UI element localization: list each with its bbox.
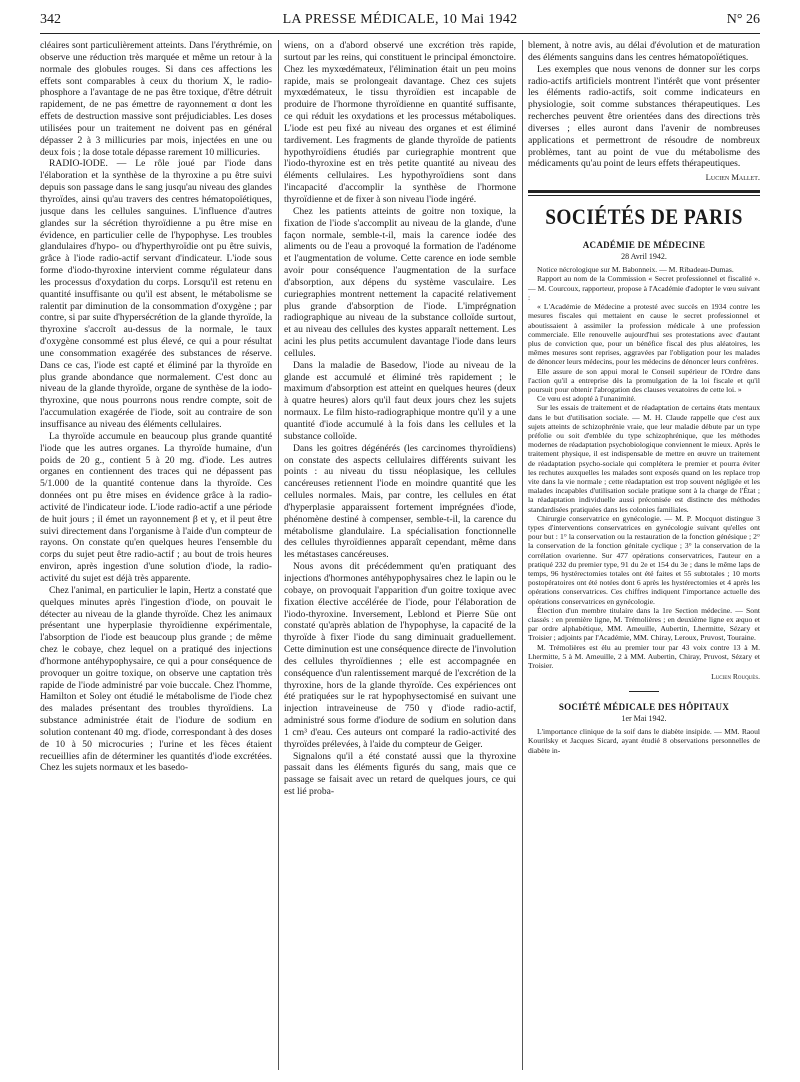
paragraph: Dans la maladie de Basedow, l'iode au niveau de la glande est accumulé et éliminé très rapidement ; le maximum d'absorption est atteint en quelques heures (deux à quatre heures) alors qu'il faut deux jours chez les sujets normaux. Le film histo-radiographique montre qu'il y a une quantité d'iode accumulé à la fois dans les cellules et la substance colloïde. [284, 359, 516, 442]
column-divider [522, 40, 523, 1070]
section-heading: SOCIÉTÉS DE PARIS [545, 204, 743, 230]
column-3 [528, 40, 760, 1070]
paragraph: Chez les patients atteints de goitre non toxique, la fixation de l'iode s'accomplit au niveau de la glande, d'une façon normale, semble-t-il, mais la carence iodée des aliments ou de l'eau a provoqué la formation de l'adénome et l'augmentation de volume. Cette carence en iode semble avoir pour conséquence l'augmentation de la surface d'absorption, aux dépens du système vasculaire. Les curiegraphies montrent nettement la capacité relativement plus grande d'absorption de l'iode. L'imprégnation radiographique au niveau de la substance colloïde surtout, et au niveau des cellules des kystes apparaît nettement. Les acini les plus petits accumulent davantage l'iode dans leurs cellules. [284, 205, 516, 359]
paragraph: Les exemples que nous venons de donner sur les corps radio-actifs artificiels montrent l'intérêt que vont présenter les éléments radio-actifs, soit comme indicateurs en physiologie, soit comme substances thérapeutiques. Les recherches peuvent être orientées dans des directions très diverses ; elles auront dans l'avenir de nombreuses applications et permettront de résoudre de nombreux problèmes, tant au point de vue du métabolisme des médicaments qu'au point de leurs effets thérapeutiques. [528, 63, 760, 170]
paragraph: Signalons qu'il a été constaté aussi que la thyroxine passait dans les éléments figurés du sang, mais que ce passage se faisait avec un retard de quelques jours, ce qui est lié proba- [284, 750, 516, 798]
paragraph: La thyroïde accumule en beaucoup plus grande quantité l'iode que les autres organes. La thyroïde humaine, d'un poids de 20 g., contient 5 à 20 mg. d'iode. Les autres organes en contiennent des traces qui ne dépassent pas 5/1.000 de la quantité contenue dans la thyroïde. Ces données ont pu être mises en évidence grâce à la radio-activité de l'indicateur iode. L'iode radio-actif a une période de huit jours ; il émet un rayonnement β et γ, et il peut être suivi directement dans l'organisme à l'aide d'un compteur de rayons. On constate qu'en quelques heures l'ensemble du corps du sujet peut être radio-actif ; au bout de trois heures environ, après ingestion d'une solution d'iode, la radio-activité du sujet est déjà très apparente. [40, 430, 272, 584]
column-1 [40, 40, 272, 1070]
issue-number: N° 26 [726, 12, 760, 27]
paragraph: cléaires sont particulièrement atteints. Dans l'érythrémie, on observe une réduction très marquée et même un retour à la normale des globules rouges. Si dans ces affections les effets sont comparables à ceux du thorium X, le radio-phosphore a l'avantage de ne pas être toxique, d'être détruit rapidement, de ne pas émettre de rayonnement α dont les effets de destruction massive sont préjudiciables. Les doses utilisées pour un traitement ne doivent pas en général dépasser 2 à 3 millicuries par mois, injectées en une ou deux fois ; la dose totale dépasse rarement 10 millicuries. [40, 40, 272, 158]
paragraph: Chez l'animal, en particulier le lapin, Hertz a constaté que quelques minutes après l'ingestion d'iode, on pouvait le détecter au niveau de la glande thyroïde. Chez les animaux présentant une hyperplasie thyroïdienne expérimentale, l'absorption de l'iode est beaucoup plus grande ; de même chez le cobaye, chez lequel on a pratiqué des injections d'hormone antéhypophysaire, ce qui a pour conséquence de provoquer un goitre toxique, on observe une captation très rapide de l'iode administré par voie buccale. Chez l'homme, Hamilton et Soley ont étudié le métabolisme de l'iode chez des malades présentant des troubles thyroïdiens. La substance administrée était de l'iodure de sodium en solution contenant 40 mg. d'iode, correspondant à des doses de 10 à 50 microcuries ; l'urine et les fèces étaient recueillies afin de déterminer les quantités d'iode excrétées. Chez les sujets normaux et les basedo- [40, 584, 272, 774]
report-item: Élection d'un membre titulaire dans la 1re Section médecine. — Sont classés : en première ligne, M. Trémolières ; en deuxième ligne ex æquo et par ordre alphabétique, MM. Ameuille, Aubertin, Lhermitte, Sézary et Troisier ; adjoints par l'Académie, MM. Chiray, Leroux, Pruvost, Touraine. [528, 605, 760, 643]
paragraph: Dans les goitres dégénérés (les carcinomes thyroïdiens) on constate des aspects cellulaires différents suivant les points : au niveau du tissu néoplasique, les cellules cancéreuses retiennent l'iode en moindre quantité que les cellules normales. Mais, par contre, les cellules en état d'hyperplasie apparaissent fortement imprégnées d'iode, phénomène destiné à compenser, semble-t-il, la carence du métabolisme glandulaire. La spécialisation fonctionnelle des cellules thyroïdiennes apparaît cependant, même dans les métastases cancéreuses. [284, 442, 516, 561]
report-item: M. Trémolières est élu au premier tour par 43 voix contre 13 à M. Lhermitte, 5 à M. Ameuille, 2 à MM. Aubertin, Chiray, Pruvost, Sézary et Troisier. [528, 642, 760, 671]
academie-title: ACADÉMIE DE MÉDECINE [582, 240, 706, 251]
report-item: « L'Académie de Médecine a protesté avec succès en 1934 contre les mesures fiscales qui mettaient en cause le secret professionnel et aboutissaient à assimiler la profession médicale à une profession commerciale. Elle renouvelle aujourd'hui ses protestations avec d'autant plus de conviction que, pour un bénéfice fiscal des plus aléatoires, les mêmes mesures sont reprises, aggravées par l'obligation pour les malades de dénoncer leurs médecins, pour les médecins de dénoncer leurs confrères. [528, 302, 760, 367]
academie-date: 28 Avril 1942. [621, 252, 667, 262]
header-rule [40, 33, 760, 34]
report-item: Rapport au nom de la Commission « Secret professionnel et fiscalité ». — M. Courcoux, rapporteur, propose à l'Académie d'adopter le vœu suivant : [528, 274, 760, 302]
report-item: Ce vœu est adopté à l'unanimité. [537, 394, 636, 404]
paragraph: wiens, on a d'abord observé une excrétion très rapide, surtout par les reins, qui constituent le principal émonctoire. Chez les myxœdémateux, l'élimination était un peu moins rapide, mais se prolongeait davantage. Chez ces sujets myxœdémateux, le tissu thyroïdien est incapable de produire de l'hormone thyroïdienne en quantité suffisante, ce qui réduit les oxydations et les processus métaboliques. L'iode est peu fixé au niveau des organes et est éliminé tardivement. Les fragments de glande thyroïde de patients hypothyroïdiens étudiés par curiegraphie montrent que l'iodo-thyroxine est en très petite quantité au niveau des éléments cellulaires. Les hypothyroïdiens sont dans l'incapacité d'accomplir la synthèse de l'hormone thyroïdienne et de fixer à son niveau l'iode ingéré. [284, 40, 516, 205]
page-number: 342 [40, 12, 61, 27]
column-2 [284, 40, 516, 1070]
section-rule [528, 195, 760, 196]
hopitaux-date: 1er Mai 1942. [621, 714, 667, 724]
report-item: Sur les essais de traitement et de réadaptation de certains états mentaux dans le but d'utilisation sociale. — M. H. Claude rappelle que c'est aux sujets atteints de schizophrénie vraie, que leur maladie débute par un type préfolie ou soit d'emblée du type schizophrénique, que les méthodes modernes de réadaptation psychobiologique conviennent le mieux. Après le traitement physique, il est indispensable de mettre en œuvre un traitement de réadaptation psycho-sociale qui complétera le premier et pourra éviter les rechutes auxquelles les malades sont exposés quand on les replace trop vite dans la vie normale ; cette réadaptation est trop souvent négligée et les malades incapables d'utilisation sociale pratique sont à la charge de l'État ; la réadaptation individuelle aussi préconisée est distincte des méthodes standardisées pratiquées dans les colonies familiales. [528, 403, 760, 514]
report-item: Notice nécrologique sur M. Babonneix. — M. Ribadeau-Dumas. [537, 265, 734, 275]
section-rule [528, 190, 760, 193]
report-item: Chirurgie conservatrice en gynécologie. — M. P. Mocquot distingue 3 types d'interventions conservatrices en gynécologie suivant qu'elles ont pour but : 1° la conservation ou la restauration de la fonction génésique ; 2° la conservation de la fonction génitale cyclique ; 3° la conservation de la corrélation ovarienne. Sur 477 opérations conservatrices, l'auteur en a pratiqué 232 du premier type, 91 du 2e et 154 du 3e ; dans le même laps de temps, 96 hystérectomies totales ont été faites et 55 subtotales ; 10 morts postopératoires ont été notées dont 6 après les hystérectomies et 4 après les opérations conservatrices. Ces chiffres indiquent l'importance actuelle des opérations conservatrices en gynécologie. [528, 513, 760, 606]
separator [629, 691, 659, 692]
paragraph: Nous avons dit précédemment qu'en pratiquant des injections d'hormones antéhypophysaires chez le lapin ou le cobaye, on provoquait l'apparition d'un goitre toxique avec fixation élective accélérée de l'iode, pour l'élaboration de l'iodo-thyroxine. Inversement, Leblond et Pierre Süe ont constaté qu'après ablation de l'hypophyse, la capacité de la thyroïde à fixer l'iode du sang diminuait graduellement. Cette diminution est une conséquence directe de l'involution des cellules thyroïdiennes ; elle est accompagnée en conséquence d'un ralentissement marqué de l'excrétion de la thyroxine, hors de la glande thyroïde. Ces expériences ont été pratiquées sur le rat hypophysectomisé en suivant une injection intraveineuse de 750 γ d'iode radio-actif, administré sous forme d'iodure de sodium en solution dans 1 cm³ d'eau. Ces auteurs ont comparé la radio-activité des thyroïdes prélevées, à l'aide du compteur de Geiger. [284, 561, 516, 750]
report-item: Elle assure de son appui moral le Conseil supérieur de l'Ordre dans l'action qu'il a entreprise dès la promulgation de la loi fiscale et qu'il poursuit pour obtenir l'abrogation des clauses vexatoires de cette loi. » [528, 366, 760, 394]
column-divider [278, 40, 279, 1070]
report-item: L'importance clinique de la soif dans le diabète insipide. — MM. Raoul Kourilsky et Jacques Sicard, ayant étudié 8 observations personnelles de diabète in- [528, 727, 760, 755]
paragraph: RADIO-IODE. — Le rôle joué par l'iode dans l'élaboration et la synthèse de la thyroxine a pu être suivi depuis son passage dans le sang jusqu'au niveau des glandes thyroïdes, ainsi qu'au travers des centres hématopoïétiques, jusque dans les cellules sanguines. L'influence d'autres glandes sur la sécrétion thyroïdienne a pu être mise en évidence, en particulier celle de l'hypophyse. Les troubles glandulaires d'hypo- ou d'hyperthyroïdie ont pu être suivis, grâce à l'iode radio-actif servant d'indicateur. L'iode sous forme d'iodo-thyroxine intervient comme régulateur dans les processus d'oxydation du corps. Lorsqu'il est retenu en quantité insuffisante ou qu'il est absent, le métabolisme se ralentit par diminution de la consommation d'oxygène ; par contre, si par suite d'hypersécrétion de la glande thyroïde, la thyroxine s'accroît au-dessus de la normale, le taux d'oxygène consommé est plus élevé, ce qui a pour résultat une consommation exagérée des substances de réserve. Dans ce cas, l'iode est capté et éliminé par la thyroïde en plus grande abondance que normalement. C'est donc au niveau de la glande thyroïde, organe de synthèse de la iodo-thyroxine, que nous pourrons nous rendre compte, soit de l'accumulation exagérée de l'iode, soit au contraire de son insuffisance au niveau des éléments cellulaires. [40, 158, 272, 430]
paragraph: blement, à notre avis, au délai d'évolution et de maturation des éléments sanguins dans les centres hématopoïétiques. [528, 40, 760, 63]
hopitaux-title: SOCIÉTÉ MÉDICALE DES HÔPITAUX [558, 702, 730, 713]
page-header [40, 12, 760, 34]
report-signature: Lucien Rouquès. [711, 672, 760, 682]
author-signature: Lucien Mallet. [705, 172, 760, 183]
journal-title: LA PRESSE MÉDICALE, 10 Mai 1942 [282, 12, 518, 27]
